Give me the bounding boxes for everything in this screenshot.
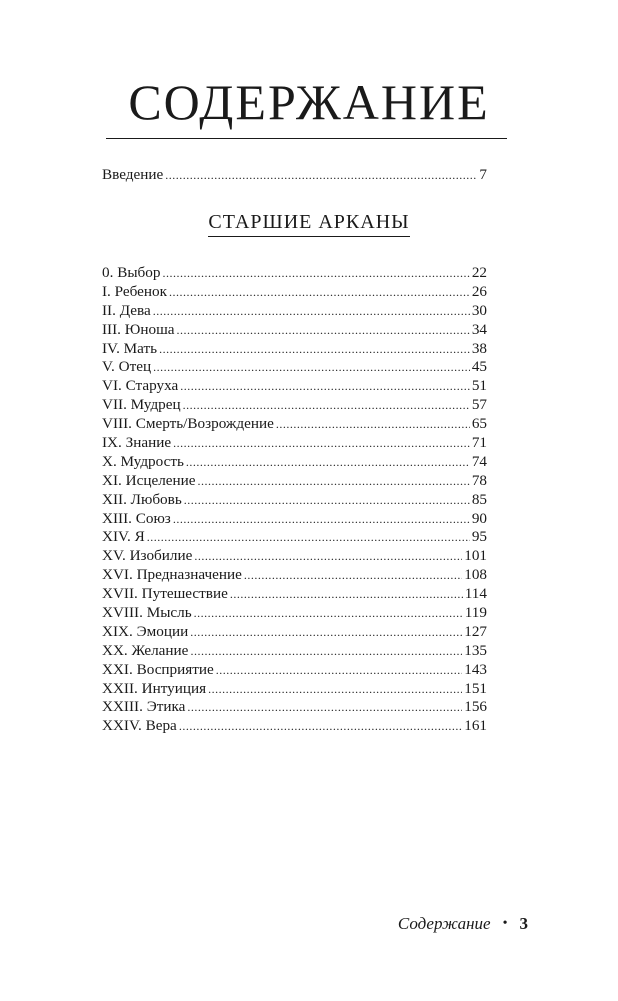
footer-separator: • xyxy=(502,916,508,931)
toc-entry-page: 45 xyxy=(471,358,487,376)
toc-entry-page: 135 xyxy=(464,641,487,659)
toc-row[interactable] xyxy=(102,717,487,736)
toc-entry-label: XVI. Предназначение xyxy=(102,566,242,584)
toc-entry-page: 51 xyxy=(471,377,487,395)
toc-entry-label: III. Юноша xyxy=(102,320,175,338)
toc-entry-label: XXI. Восприятие xyxy=(102,660,214,678)
dot-leader xyxy=(180,377,470,396)
toc-row[interactable] xyxy=(102,396,487,415)
toc-entry-page: 156 xyxy=(464,698,487,716)
running-title: Содержание xyxy=(397,914,491,933)
toc-entry-label: XIII. Союз xyxy=(102,509,171,527)
toc-entry-page: 90 xyxy=(471,509,487,527)
toc-row[interactable] xyxy=(102,510,487,529)
toc-entry-page: 108 xyxy=(464,566,487,584)
intro-entry xyxy=(102,166,487,185)
toc-entry-page: 38 xyxy=(471,339,487,357)
toc-row[interactable] xyxy=(102,472,487,491)
toc-entry-label: VII. Мудрец xyxy=(102,396,181,414)
toc-entry-label: II. Дева xyxy=(102,301,151,319)
dot-leader xyxy=(244,566,462,585)
dot-leader xyxy=(198,472,470,491)
dot-leader xyxy=(162,264,469,283)
dot-leader xyxy=(276,415,470,434)
toc-row[interactable] xyxy=(102,528,487,547)
toc-row[interactable] xyxy=(102,415,487,434)
page-number: 3 xyxy=(519,914,528,933)
toc-entry-label: I. Ребенок xyxy=(102,282,168,300)
toc-entry-page: 119 xyxy=(464,604,487,622)
toc-entry-label: XVIII. Мысль xyxy=(102,604,192,622)
dot-leader xyxy=(173,434,470,453)
page-footer xyxy=(398,914,528,934)
dot-leader xyxy=(173,510,470,529)
toc-row[interactable] xyxy=(102,698,487,717)
dot-leader xyxy=(153,358,470,377)
toc-entry-label: XXIV. Вера xyxy=(102,717,177,735)
toc-row[interactable] xyxy=(102,661,487,680)
toc-row-intro[interactable] xyxy=(102,166,487,185)
toc-entry-label: XIV. Я xyxy=(102,528,145,546)
dot-leader xyxy=(230,585,463,604)
toc-entry-page: 143 xyxy=(464,660,487,678)
toc-entry-label: XX. Желание xyxy=(102,641,189,659)
toc-entry-page: 127 xyxy=(464,622,487,640)
dot-leader xyxy=(177,321,470,340)
toc-entry-page: 34 xyxy=(471,320,487,338)
dot-leader xyxy=(183,396,470,415)
toc-row[interactable] xyxy=(102,377,487,396)
toc-entry-page: 65 xyxy=(471,415,487,433)
toc-entry-label: XXII. Интуиция xyxy=(102,679,207,697)
toc-row[interactable] xyxy=(102,491,487,510)
dot-leader xyxy=(186,453,470,472)
toc-entry-page: 161 xyxy=(464,717,487,735)
toc-entry-label: IV. Мать xyxy=(102,339,158,357)
dot-leader xyxy=(187,698,462,717)
dot-leader xyxy=(159,340,470,359)
toc-entry-label: XV. Изобилие xyxy=(102,547,193,565)
toc-entry-label: XVII. Путешествие xyxy=(102,585,228,603)
section-heading xyxy=(0,210,618,237)
toc-row[interactable] xyxy=(102,264,487,283)
toc-entry-page: 57 xyxy=(471,396,487,414)
toc-entry-page: 22 xyxy=(471,264,487,281)
toc-entry-label: VIII. Смерть/Возрождение xyxy=(102,415,274,433)
toc-row[interactable] xyxy=(102,642,487,661)
toc-entry-page: 30 xyxy=(471,301,487,319)
toc-entry-label: IX. Знание xyxy=(102,434,172,452)
toc-row[interactable] xyxy=(102,623,487,642)
toc-entry-label: XI. Исцеление xyxy=(102,471,196,489)
toc-row[interactable] xyxy=(102,302,487,321)
toc-row[interactable] xyxy=(102,321,487,340)
dot-leader xyxy=(147,528,470,547)
toc-entry-label: VI. Старуха xyxy=(102,377,179,395)
toc-row[interactable] xyxy=(102,434,487,453)
page-title: СОДЕРЖАНИЕ xyxy=(128,74,490,130)
toc-entry-page: 7 xyxy=(479,166,487,183)
dot-leader xyxy=(194,604,463,623)
toc-entry-label: XII. Любовь xyxy=(102,490,182,508)
dot-leader xyxy=(194,547,462,566)
toc-entry-page: 114 xyxy=(464,585,487,603)
toc-row[interactable] xyxy=(102,547,487,566)
toc-row[interactable] xyxy=(102,566,487,585)
section-heading-text: СТАРШИЕ АРКАНЫ xyxy=(208,210,409,237)
dot-leader xyxy=(184,491,470,510)
toc-entry-label: Введение xyxy=(102,166,164,183)
toc-row[interactable] xyxy=(102,453,487,472)
toc-row[interactable] xyxy=(102,585,487,604)
toc-entry-label: XIX. Эмоции xyxy=(102,622,189,640)
toc-entry-page: 71 xyxy=(471,434,487,452)
toc-row[interactable] xyxy=(102,283,487,302)
toc-entry-page: 74 xyxy=(471,452,487,470)
toc-entry-page: 95 xyxy=(471,528,487,546)
toc-entry-page: 26 xyxy=(471,282,487,300)
toc-entry-page: 85 xyxy=(471,490,487,508)
toc-entry-label: V. Отец xyxy=(102,358,152,376)
dot-leader xyxy=(153,302,470,321)
dot-leader xyxy=(208,680,462,699)
toc-entry-label: X. Мудрость xyxy=(102,452,184,470)
toc-row[interactable] xyxy=(102,358,487,377)
toc-entry-label: 0. Выбор xyxy=(102,264,161,281)
toc-row[interactable] xyxy=(102,604,487,623)
toc-entry-page: 151 xyxy=(464,679,487,697)
dot-leader xyxy=(165,166,477,185)
dot-leader xyxy=(179,717,462,736)
toc-entry-page: 101 xyxy=(464,547,487,565)
dot-leader xyxy=(216,661,462,680)
dot-leader xyxy=(190,623,462,642)
dot-leader xyxy=(169,283,470,302)
dot-leader xyxy=(190,642,462,661)
toc-row[interactable] xyxy=(102,680,487,699)
title-divider xyxy=(106,138,507,139)
toc-row[interactable] xyxy=(102,340,487,359)
toc-entry-page: 78 xyxy=(471,471,487,489)
toc-entry-label: XXIII. Этика xyxy=(102,698,186,716)
toc-list xyxy=(102,264,487,736)
